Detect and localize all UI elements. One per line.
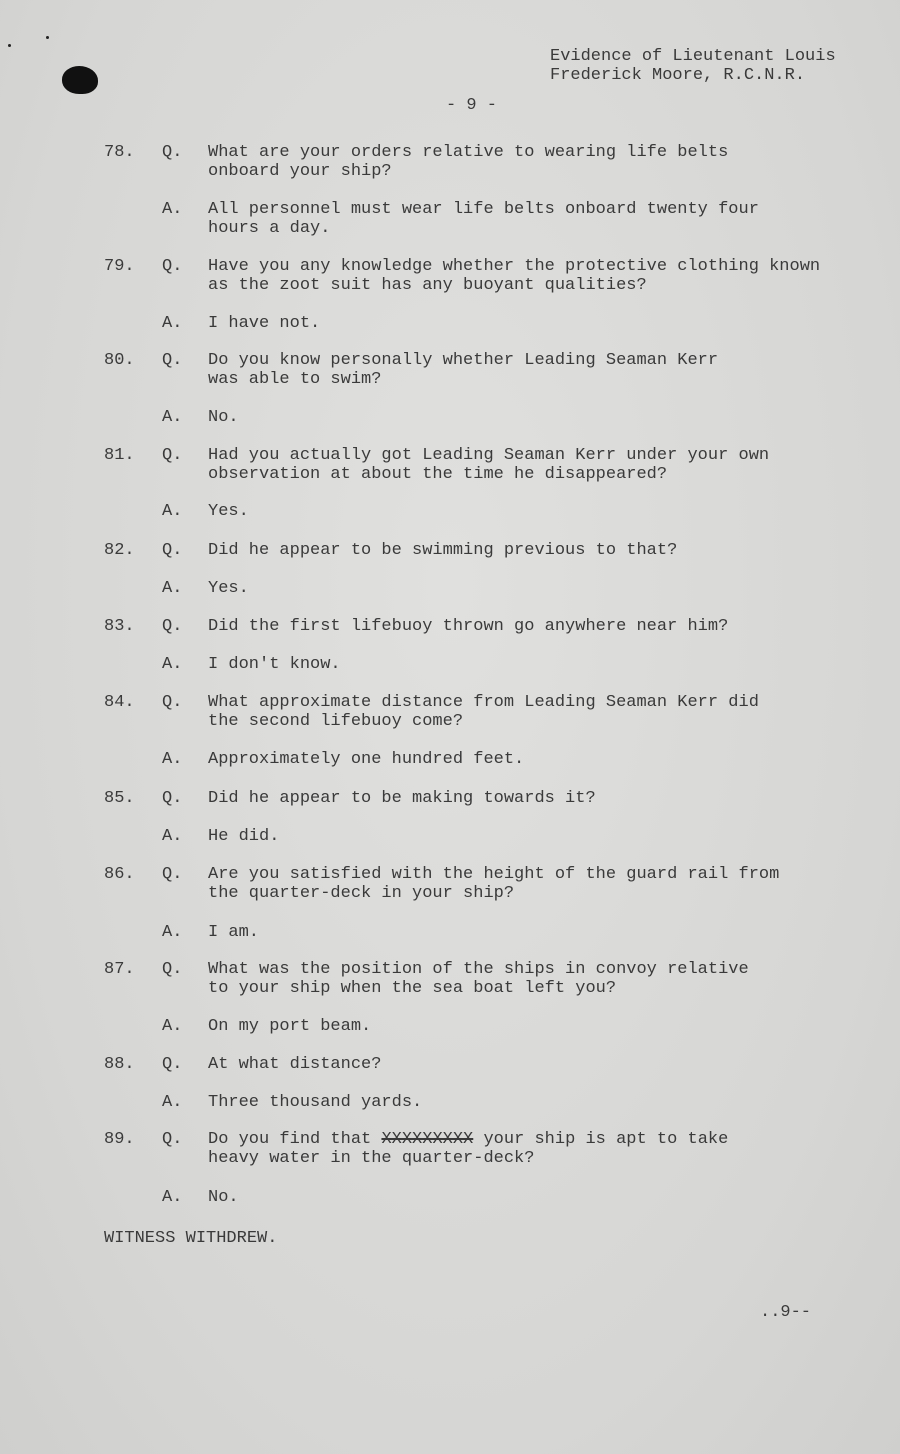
question-text: Do you know personally whether Leading Seaman Kerr was able to swim? [208,351,719,389]
answer-text: No. [208,408,239,427]
question-text: What was the position of the ships in convoy relative to your ship when the sea boat left you? [208,960,749,998]
question-text: Did he appear to be making towards it? [208,789,596,808]
answer-text: Three thousand yards. [208,1093,423,1112]
ink-blot [62,66,98,94]
a-label: A. [162,579,183,598]
q-label: Q. [162,693,183,712]
question-text: Did the first lifebuoy thrown go anywhere near him? [208,617,729,636]
header-line-2: Frederick Moore, R.C.N.R. [550,66,806,85]
q-label: Q. [162,541,183,560]
item-number: 81. [104,446,135,465]
item-number: 89. [104,1130,135,1149]
ink-speck [46,36,49,39]
question-text: Have you any knowledge whether the protective clothing known as the zoot suit has any buoyant qualities? [208,257,821,295]
answer-text: Yes. [208,579,249,598]
q-label: Q. [162,865,183,884]
q-label: Q. [162,257,183,276]
a-label: A. [162,408,183,427]
item-number: 86. [104,865,135,884]
item-number: 88. [104,1055,135,1074]
answer-text: He did. [208,827,280,846]
question-text: What approximate distance from Leading Seaman Kerr did the second lifebuoy come? [208,693,759,731]
answer-text: On my port beam. [208,1017,372,1036]
continuation-marker: ..9-- [760,1303,812,1322]
item-number: 85. [104,789,135,808]
question-text: Had you actually got Leading Seaman Kerr under your own observation at about the time he disappeared? [208,446,770,484]
q-label: Q. [162,1130,183,1149]
question-text: Do you find that XXXXXXXXX your ship is apt to take heavy water in the quarter-deck? [208,1130,729,1168]
a-label: A. [162,1017,183,1036]
q-label: Q. [162,789,183,808]
question-text: What are your orders relative to wearing life belts onboard your ship? [208,143,729,181]
question-text: At what distance? [208,1055,382,1074]
answer-text: All personnel must wear life belts onboard twenty four hours a day. [208,200,759,238]
item-number: 80. [104,351,135,370]
a-label: A. [162,314,183,333]
a-label: A. [162,827,183,846]
answer-text: I don't know. [208,655,341,674]
answer-text: I am. [208,923,260,942]
q-label: Q. [162,960,183,979]
a-label: A. [162,1188,183,1207]
item-number: 82. [104,541,135,560]
answer-text: Yes. [208,502,249,521]
closing-note: WITNESS WITHDREW. [104,1229,278,1248]
q-label: Q. [162,446,183,465]
item-number: 87. [104,960,135,979]
a-label: A. [162,923,183,942]
struck-out-text: XXXXXXXXX [381,1130,474,1149]
header-line-1: Evidence of Lieutenant Louis [550,47,836,66]
q-label: Q. [162,143,183,162]
answer-text: No. [208,1188,239,1207]
a-label: A. [162,200,183,219]
q-label: Q. [162,351,183,370]
question-text: Did he appear to be swimming previous to that? [208,541,678,560]
answer-text: Approximately one hundred feet. [208,750,525,769]
a-label: A. [162,750,183,769]
item-number: 78. [104,143,135,162]
a-label: A. [162,502,183,521]
question-text: Are you satisfied with the height of the guard rail from the quarter-deck in your ship? [208,865,780,903]
document-header [550,47,836,85]
a-label: A. [162,1093,183,1112]
a-label: A. [162,655,183,674]
page-number: - 9 - [446,96,498,115]
item-number: 84. [104,693,135,712]
item-number: 83. [104,617,135,636]
ink-speck [8,44,11,47]
q-label: Q. [162,1055,183,1074]
item-number: 79. [104,257,135,276]
answer-text: I have not. [208,314,321,333]
q-label: Q. [162,617,183,636]
